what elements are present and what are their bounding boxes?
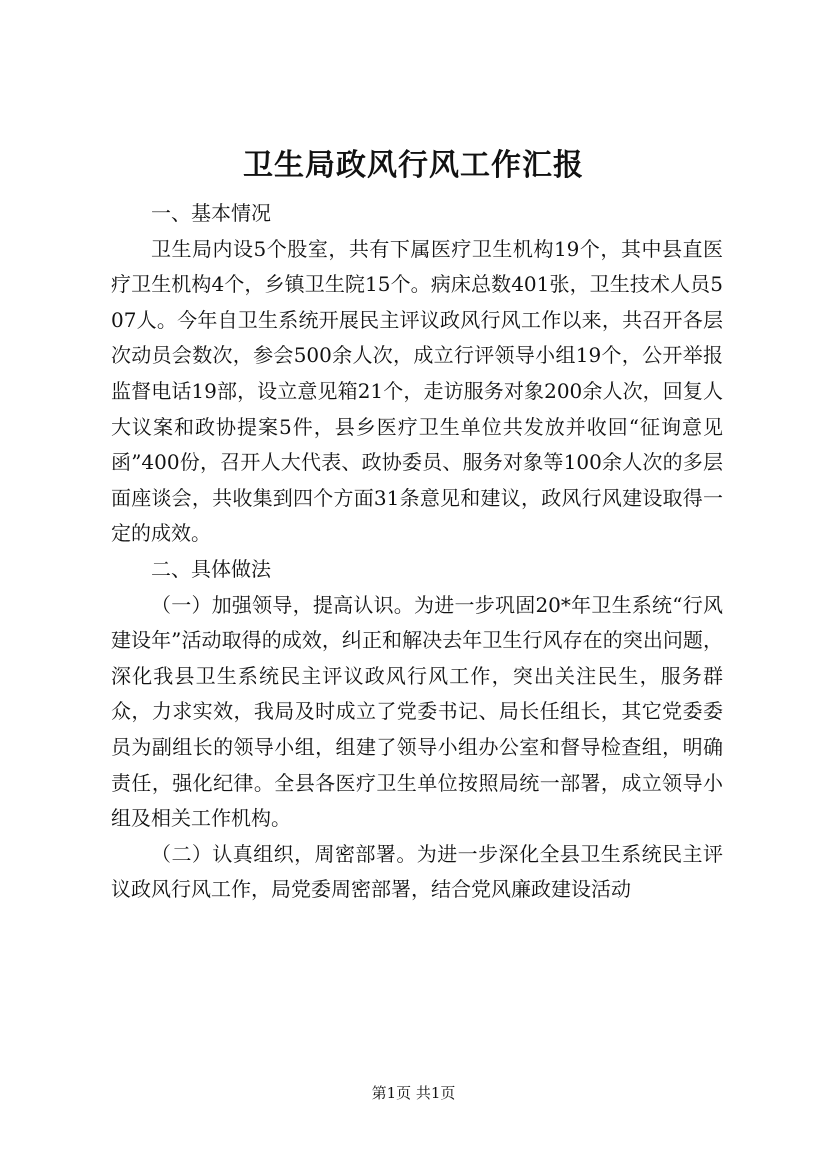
section-heading: 一、基本情况 bbox=[151, 201, 271, 225]
document-body bbox=[111, 196, 723, 908]
paragraph: 卫生局内设5个股室，共有下属医疗卫生机构19个，其中县直医疗卫生机构4个，乡镇卫生院15个。病床总数401张，卫生技术人员507人。今年自卫生系统开展民主评议政风行风工作以来，共召开各层次动员会数次，参会500余人次，成立行评领导小组19个，公开举报监督电话19部，设立意见箱21个，走访服务对象200余人次，回复人大议案和政协提案5件，县乡医疗卫生单位共发放并收回“征询意见函”400份，召开人大代表、政协委员、服务对象等100余人次的多层面座谈会，共收集到四个方面31条意见和建议，政风行风建设取得一定的成效。 bbox=[111, 236, 723, 546]
paragraph: （二）认真组织，周密部署。为进一步深化全县卫生系统民主评议政风行风工作，局党委周密部署，结合党风廉政建设活动 bbox=[111, 841, 723, 902]
page-footer: 第1页 共1页 bbox=[371, 1084, 456, 1102]
document-title: 卫生局政风行风工作汇报 bbox=[243, 148, 584, 183]
paragraph: （一）加强领导，提高认识。为进一步巩固20*年卫生系统“行风建设年”活动取得的成效，纠正和解决去年卫生行风存在的突出问题，深化我县卫生系统民主评议政风行风工作，突出关注民生，服务群众，力求实效，我局及时成立了党委书记、局长任组长，其它党委委员为副组长的领导小组，组建了领导小组办公室和督导检查组，明确责任，强化纪律。全县各医疗卫生单位按照局统一部署，成立领导小组及相关工作机构。 bbox=[111, 592, 723, 831]
section-heading: 二、具体做法 bbox=[151, 556, 271, 581]
